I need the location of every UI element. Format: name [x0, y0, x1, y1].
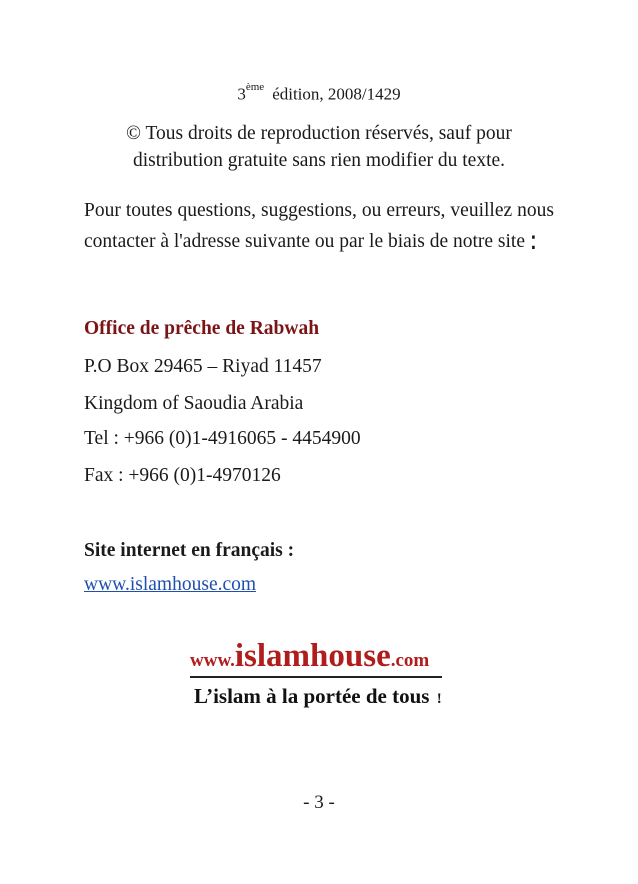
- logo-divider: [190, 676, 442, 678]
- contact-intro-colon: :: [529, 226, 538, 256]
- fax: Fax : +966 (0)1-4970126: [84, 465, 281, 486]
- website-label: Site internet en français :: [84, 540, 295, 561]
- logo-name: islamhouse: [234, 638, 391, 674]
- edition-line: [0, 81, 638, 105]
- copyright-notice: [84, 120, 554, 174]
- office-title: Office de prêche de Rabwah: [84, 318, 320, 339]
- edition-suffix: ème: [245, 81, 265, 93]
- contact-intro: [84, 196, 554, 257]
- logo-suffix: .com: [390, 650, 430, 671]
- website-link[interactable]: www.islamhouse.com: [84, 574, 257, 595]
- address-line-2: Kingdom of Saoudia Arabia: [84, 393, 304, 414]
- logo-tagline-end: !: [436, 691, 442, 707]
- islamhouse-logo: [190, 640, 450, 709]
- contact-intro-text: Pour toutes questions, suggestions, ou erreurs, veuillez nous contacter à l'adresse suivante ou par le biais de notre site: [84, 200, 554, 252]
- edition-text: édition, 2008/1429: [272, 84, 401, 104]
- copyright-text: Tous droits de reproduction réservés, sauf pour distribution gratuite sans rien modifier du texte.: [132, 123, 512, 171]
- logo-tagline: [190, 684, 450, 709]
- telephone: Tel : +966 (0)1-4916065 - 4454900: [84, 428, 361, 449]
- logo-prefix: www.: [190, 650, 235, 671]
- copyright-icon: ©: [126, 123, 141, 144]
- edition-number: 3: [237, 84, 246, 104]
- logo-wordmark: [190, 640, 450, 673]
- logo-tagline-text: L’islam à la portée de tous: [194, 684, 430, 708]
- page-number: - 3 -: [303, 792, 335, 813]
- address-line-1: P.O Box 29465 – Riyad 11457: [84, 356, 322, 377]
